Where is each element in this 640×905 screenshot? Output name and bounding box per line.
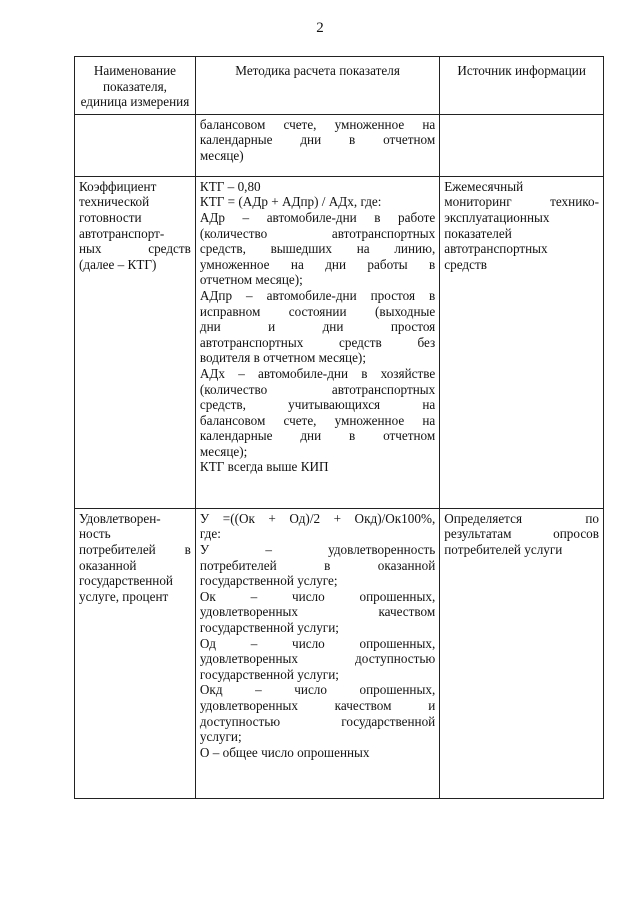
header-method: Методика расчета показателя bbox=[195, 57, 439, 115]
cell-source bbox=[440, 508, 604, 798]
header-indicator-name: Наименование показателя, единица измерения bbox=[75, 57, 196, 115]
text-line: (далее – КТГ) bbox=[79, 256, 157, 272]
text-line: потребителей в оказанной bbox=[199, 557, 436, 573]
text-line: автотранспортных bbox=[444, 241, 548, 257]
text-line: календарные дни в отчетном bbox=[199, 132, 436, 148]
text-line: средств bbox=[444, 256, 487, 272]
table-header-row bbox=[75, 57, 604, 115]
cell-method bbox=[195, 114, 439, 176]
text-line: средств, вышедших на линию, bbox=[199, 241, 436, 257]
text-line: Удовлетворен- bbox=[79, 510, 161, 526]
text-line: средств, учитывающихся на bbox=[199, 397, 436, 413]
text-line: месяце); bbox=[199, 443, 248, 459]
text-line: У =((Ок + Од)/2 + Окд)/Ок100%, bbox=[199, 510, 436, 526]
text-line: технической bbox=[79, 194, 150, 210]
cell-source bbox=[440, 176, 604, 508]
table-row-satisfaction bbox=[75, 508, 604, 798]
text-line: У – удовлетворенность bbox=[199, 541, 436, 557]
text-line: АДр – автомобиле-дни в работе bbox=[199, 209, 436, 225]
page-number: 2 bbox=[316, 20, 324, 36]
text-line: О – общее число опрошенных bbox=[199, 744, 370, 760]
text-line: исправном состоянии (выходные bbox=[199, 303, 436, 319]
indicators-table bbox=[74, 56, 604, 799]
text-line: КТГ = (АДр + АДпр) / АДх, где: bbox=[199, 194, 382, 210]
text-line: (количество автотранспортных bbox=[199, 381, 436, 397]
text-line: дни и дни простоя bbox=[199, 319, 436, 335]
text-line: показателей bbox=[444, 225, 512, 241]
text-line: где: bbox=[199, 526, 221, 542]
table-row-continuation bbox=[75, 114, 604, 176]
text-line: Ок – число опрошенных, bbox=[199, 588, 436, 604]
text-line: календарные дни в отчетном bbox=[199, 428, 436, 444]
cell-name bbox=[75, 176, 196, 508]
text-line: доступностью государственной bbox=[199, 713, 436, 729]
text-line: услуги; bbox=[199, 729, 242, 745]
text-line: ность bbox=[79, 526, 111, 542]
cell-name bbox=[75, 508, 196, 798]
text-line: автотранспортных средств без bbox=[199, 334, 436, 350]
text-line: умноженное на дни работы в bbox=[199, 256, 436, 272]
text-line: удовлетворенных доступностью bbox=[199, 651, 436, 667]
text-line: Ежемесячный bbox=[444, 178, 524, 194]
text-line: результатам опросов bbox=[444, 526, 599, 542]
text-line: автотранспорт- bbox=[79, 225, 165, 241]
text-line: ных средств bbox=[79, 241, 191, 257]
text-line: Определяется по bbox=[444, 510, 599, 526]
table-row-ktg bbox=[75, 176, 604, 508]
text-line: государственной услуге; bbox=[199, 573, 338, 589]
text-line: (количество автотранспортных bbox=[199, 225, 436, 241]
header-source: Источник информации bbox=[440, 57, 604, 115]
text-line: государственной услуги; bbox=[199, 619, 339, 635]
text-line: государственной услуги; bbox=[199, 666, 339, 682]
text-line: КТГ всегда выше КИП bbox=[199, 459, 329, 475]
cell-method bbox=[195, 508, 439, 798]
text-line: удовлетворенных качеством и bbox=[199, 697, 436, 713]
text-line: водителя в отчетном месяце); bbox=[199, 350, 366, 366]
text-line: эксплуатационных bbox=[444, 209, 550, 225]
text-line: удовлетворенных качеством bbox=[199, 604, 436, 620]
text-line: АДх – автомобиле-дни в хозяйстве bbox=[199, 365, 436, 381]
text-line: услуге, процент bbox=[79, 588, 169, 604]
cell-source bbox=[440, 114, 604, 176]
text-line: КТГ – 0,80 bbox=[199, 178, 261, 194]
text-line: готовности bbox=[79, 209, 142, 225]
text-line: потребителей в bbox=[79, 541, 191, 557]
text-line: балансовом счете, умноженное на bbox=[199, 412, 436, 428]
text-line: отчетном месяце); bbox=[199, 272, 303, 288]
text-line: Коэффициент bbox=[79, 178, 157, 194]
text-line: мониторинг технико- bbox=[444, 194, 599, 210]
text-line: Од – число опрошенных, bbox=[199, 635, 436, 651]
text-line: государственной bbox=[79, 573, 173, 589]
text-line: АДпр – автомобиле-дни простоя в bbox=[199, 287, 436, 303]
text-line: оказанной bbox=[79, 557, 137, 573]
text-line: балансовом счете, умноженное на bbox=[199, 116, 436, 132]
text-line: месяце) bbox=[199, 147, 244, 163]
text-line: потребителей услуги bbox=[444, 541, 563, 557]
cell-method bbox=[195, 176, 439, 508]
text-line: Окд – число опрошенных, bbox=[199, 682, 436, 698]
cell-name bbox=[75, 114, 196, 176]
